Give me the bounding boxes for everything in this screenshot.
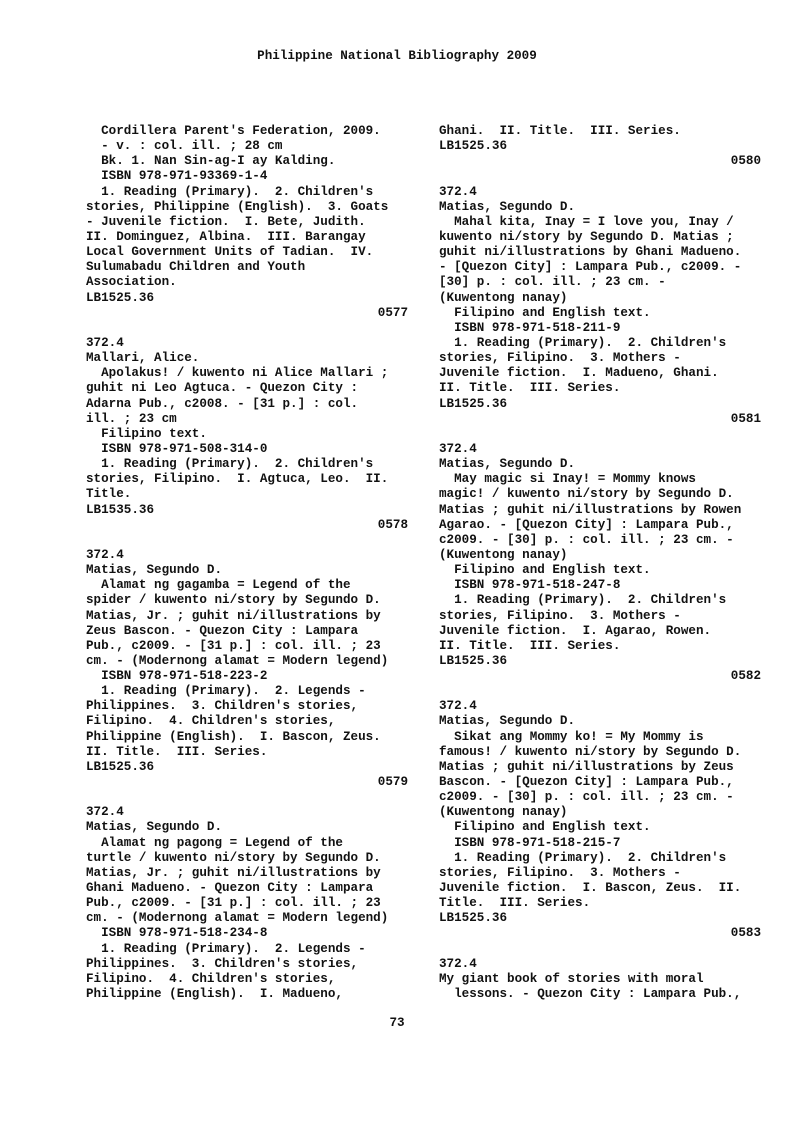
blank-line bbox=[86, 321, 408, 336]
text-line: 1. Reading (Primary). 2. Children's bbox=[439, 593, 727, 608]
text-line: guhit ni/illustrations by Ghani Madueno. bbox=[439, 245, 742, 260]
text-line: Ghani. II. Title. III. Series. bbox=[439, 124, 681, 138]
text-line: Philippines. 3. Children's stories, bbox=[86, 699, 359, 714]
text-line: Filipino text. bbox=[86, 426, 207, 441]
text-line: stories, Filipino. 3. Mothers - bbox=[439, 865, 681, 880]
text-line: LB1525.36 bbox=[439, 396, 508, 411]
text-line: (Kuwentong nanay) bbox=[439, 547, 568, 562]
text-line: 1. Reading (Primary). 2. Children's bbox=[439, 850, 727, 865]
text-line: Matias, Segundo D. bbox=[86, 820, 223, 835]
entry-number: 0579 bbox=[377, 775, 408, 790]
text-line: Matias, Segundo D. bbox=[439, 457, 576, 472]
text-line: LB1535.36 bbox=[86, 502, 155, 517]
text-line: ill. ; 23 cm bbox=[86, 411, 177, 426]
text-line: Filipino. 4. Children's stories, bbox=[86, 971, 336, 986]
text-line: Juvenile fiction. I. Madueno, Ghani. bbox=[439, 366, 719, 381]
text-line: Sulumabadu Children and Youth bbox=[86, 260, 306, 275]
text-line: Pub., c2009. - [31 p.] : col. ill. ; 23 bbox=[86, 638, 381, 653]
text-line: Filipino and English text. bbox=[439, 820, 651, 835]
blank-line bbox=[439, 169, 761, 184]
text-line: 1. Reading (Primary). 2. Legends - bbox=[86, 684, 366, 699]
text-line: c2009. - [30] p. : col. ill. ; 23 cm. - bbox=[439, 790, 734, 805]
text-line: Matias, Jr. ; guhit ni/illustrations by bbox=[86, 865, 381, 880]
text-line: ISBN 978-971-518-223-2 bbox=[86, 669, 268, 684]
text-line: Matias ; guhit ni/illustrations by Zeus bbox=[439, 759, 734, 774]
text-line: Matias, Segundo D. bbox=[439, 714, 576, 729]
text-line: May magic si Inay! = Mommy knows bbox=[439, 472, 696, 487]
text-line: Title. III. Series. bbox=[439, 896, 591, 911]
entry-number: 0580 bbox=[730, 154, 761, 169]
entry-number: 0578 bbox=[377, 517, 408, 532]
text-line: Bascon. - [Quezon City] : Lampara Pub., bbox=[439, 775, 734, 790]
text-line: Alamat ng pagong = Legend of the bbox=[86, 835, 343, 850]
text-line: Association. bbox=[86, 275, 177, 290]
entry-number: 0581 bbox=[730, 411, 761, 426]
entry-number: 0583 bbox=[730, 926, 761, 941]
text-line: Ghani Madueno. - Quezon City : Lampara bbox=[86, 881, 374, 896]
entry-number: 0582 bbox=[730, 669, 761, 684]
text-line: Filipino and English text. bbox=[439, 563, 651, 578]
text-line: Sikat ang Mommy ko! = My Mommy is bbox=[439, 729, 704, 744]
text-line: Filipino and English text. bbox=[439, 305, 651, 320]
text-line: 372.4 bbox=[439, 699, 477, 714]
text-line: II. Dominguez, Albina. III. Barangay bbox=[86, 229, 366, 244]
text-line: lessons. - Quezon City : Lampara Pub., bbox=[439, 987, 742, 1002]
text-line: Matias, Segundo D. bbox=[439, 199, 576, 214]
blank-line bbox=[439, 684, 761, 699]
text-line: - [Quezon City] : Lampara Pub., c2009. - bbox=[439, 260, 742, 275]
text-line: LB1525.36 bbox=[439, 139, 508, 154]
text-line: magic! / kuwento ni/story by Segundo D. bbox=[439, 487, 734, 502]
text-line: guhit ni Leo Agtuca. - Quezon City : bbox=[86, 381, 359, 396]
text-line: Title. bbox=[86, 487, 132, 502]
text-line: famous! / kuwento ni/story by Segundo D. bbox=[439, 744, 742, 759]
text-line: Philippine (English). I. Madueno, bbox=[86, 987, 343, 1002]
blank-line bbox=[86, 533, 408, 548]
text-line: ISBN 978-971-518-234-8 bbox=[86, 926, 268, 941]
text-line: cm. - (Modernong alamat = Modern legend) bbox=[86, 653, 389, 668]
text-line: II. Title. III. Series. bbox=[439, 381, 621, 396]
text-line: cm. - (Modernong alamat = Modern legend) bbox=[86, 911, 389, 926]
text-line: ISBN 978-971-518-247-8 bbox=[439, 578, 621, 593]
text-line: 1. Reading (Primary). 2. Legends - bbox=[86, 941, 366, 956]
text-line: turtle / kuwento ni/story by Segundo D. bbox=[86, 850, 381, 865]
blank-line bbox=[439, 942, 761, 957]
text-line: My giant book of stories with moral bbox=[439, 971, 704, 986]
text-line: LB1525.36 bbox=[86, 290, 155, 305]
page-number: 73 bbox=[389, 1016, 405, 1030]
right-column bbox=[439, 124, 761, 1002]
text-line: Juvenile fiction. I. Agarao, Rowen. bbox=[439, 623, 712, 638]
text-line: Matias ; guhit ni/illustrations by Rowen bbox=[439, 502, 742, 517]
text-line: stories, Filipino. 3. Mothers - bbox=[439, 351, 681, 366]
text-line: LB1525.36 bbox=[439, 911, 508, 926]
text-line: 372.4 bbox=[439, 184, 477, 199]
text-line: 372.4 bbox=[439, 956, 477, 971]
text-line: 372.4 bbox=[86, 335, 124, 350]
text-line: ISBN 978-971-518-215-7 bbox=[439, 835, 621, 850]
text-line: II. Title. III. Series. bbox=[86, 744, 268, 759]
text-line: Philippines. 3. Children's stories, bbox=[86, 956, 359, 971]
text-line: stories, Filipino. 3. Mothers - bbox=[439, 608, 681, 623]
page-header-title: Philippine National Bibliography 2009 bbox=[257, 49, 537, 63]
text-line: Zeus Bascon. - Quezon City : Lampara bbox=[86, 623, 359, 638]
text-line: LB1525.36 bbox=[439, 653, 508, 668]
text-line: Apolakus! / kuwento ni Alice Mallari ; bbox=[86, 366, 389, 381]
text-line: - v. : col. ill. ; 28 cm bbox=[86, 139, 283, 154]
blank-line bbox=[439, 427, 761, 442]
text-line: Bk. 1. Nan Sin-ag-I ay Kalding. bbox=[86, 154, 336, 169]
text-line: 1. Reading (Primary). 2. Children's bbox=[86, 184, 374, 199]
left-column bbox=[86, 124, 408, 1002]
text-line: stories, Philippine (English). 3. Goats bbox=[86, 199, 389, 214]
text-line: (Kuwentong nanay) bbox=[439, 290, 568, 305]
text-line: 372.4 bbox=[86, 547, 124, 562]
text-line: c2009. - [30] p. : col. ill. ; 23 cm. - bbox=[439, 532, 734, 547]
text-line: 372.4 bbox=[439, 441, 477, 456]
text-line: ISBN 978-971-508-314-0 bbox=[86, 441, 268, 456]
text-line: (Kuwentong nanay) bbox=[439, 805, 568, 820]
text-line: Alamat ng gagamba = Legend of the bbox=[86, 578, 351, 593]
text-line: ISBN 978-971-93369-1-4 bbox=[86, 169, 268, 184]
text-line: Filipino. 4. Children's stories, bbox=[86, 714, 336, 729]
text-line: - Juvenile fiction. I. Bete, Judith. bbox=[86, 214, 366, 229]
text-line: LB1525.36 bbox=[86, 759, 155, 774]
blank-line bbox=[86, 790, 408, 805]
text-line: Mahal kita, Inay = I love you, Inay / bbox=[439, 214, 734, 229]
text-line: Philippine (English). I. Bascon, Zeus. bbox=[86, 729, 381, 744]
text-line: stories, Filipino. I. Agtuca, Leo. II. bbox=[86, 472, 389, 487]
text-line: Agarao. - [Quezon City] : Lampara Pub., bbox=[439, 517, 734, 532]
text-line: Matias, Segundo D. bbox=[86, 563, 223, 578]
text-line: spider / kuwento ni/story by Segundo D. bbox=[86, 593, 381, 608]
text-line: Pub., c2009. - [31 p.] : col. ill. ; 23 bbox=[86, 896, 381, 911]
text-line: Matias, Jr. ; guhit ni/illustrations by bbox=[86, 608, 381, 623]
text-line: Mallari, Alice. bbox=[86, 351, 200, 366]
text-line: kuwento ni/story by Segundo D. Matias ; bbox=[439, 229, 734, 244]
text-line: ISBN 978-971-518-211-9 bbox=[439, 320, 621, 335]
text-line: 372.4 bbox=[86, 805, 124, 820]
text-line: Juvenile fiction. I. Bascon, Zeus. II. bbox=[439, 881, 742, 896]
text-line: [30] p. : col. ill. ; 23 cm. - bbox=[439, 275, 666, 290]
text-line: 1. Reading (Primary). 2. Children's bbox=[439, 335, 727, 350]
entry-number: 0577 bbox=[377, 305, 408, 320]
text-line: Cordillera Parent's Federation, 2009. bbox=[86, 124, 381, 138]
text-line: Local Government Units of Tadian. IV. bbox=[86, 245, 374, 260]
text-line: 1. Reading (Primary). 2. Children's bbox=[86, 457, 374, 472]
text-line: II. Title. III. Series. bbox=[439, 638, 621, 653]
text-line: Adarna Pub., c2008. - [31 p.] : col. bbox=[86, 396, 359, 411]
